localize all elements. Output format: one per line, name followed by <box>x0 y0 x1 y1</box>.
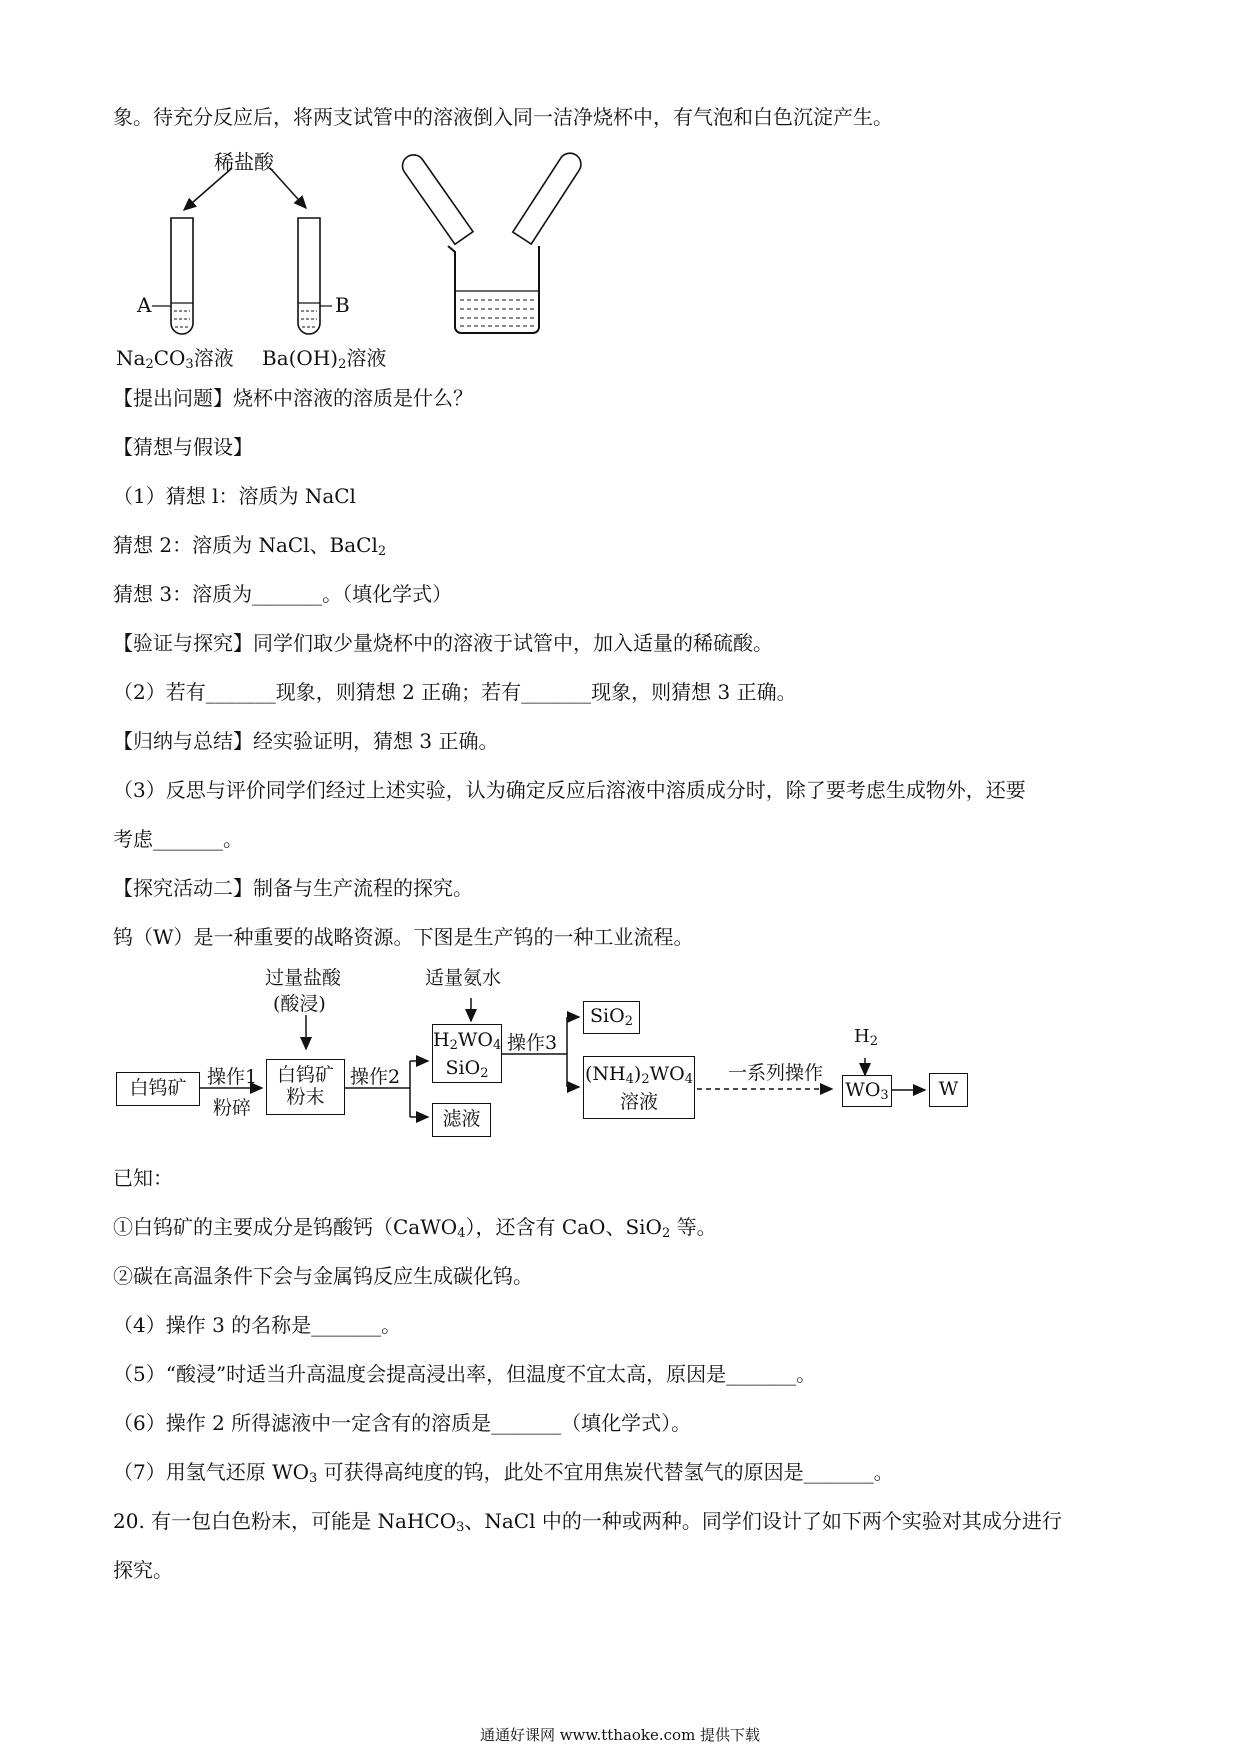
h2wo4-formula: $H_2WO_4$ <box>433 1029 502 1053</box>
question-3-line1: （3）反思与评价同学们经过上述实验，认为确定反应后溶液中溶质成分时，除了要考虑生成物外，还要 <box>113 778 1026 802</box>
acid-leach-label: (酸浸) <box>273 993 326 1015</box>
ammonia-label: 适量氨水 <box>425 967 502 989</box>
solution-a-label: $Na_2CO_3$溶液 <box>116 346 234 372</box>
hypothesis-2: 猜想 2：溶质为 NaCl、BaCl$_2$ <box>113 533 387 559</box>
operation-2-label: 操作2 <box>350 1066 401 1088</box>
wo3-box: $WO_3$ <box>842 1075 892 1107</box>
powder-line-1: 白钨矿 <box>276 1064 334 1086</box>
tungsten-box: W <box>929 1073 968 1107</box>
hypothesis-1: （1）猜想 l：溶质为 NaCl <box>113 484 356 508</box>
question-4: （4）操作 3 的名称是_______。 <box>113 1313 402 1337</box>
activity-2-heading: 【探究活动二】制备与生产流程的探究。 <box>113 876 473 900</box>
hydrogen-label: $H_2$ <box>854 1026 878 1049</box>
hypothesis-3: 猜想 3：溶质为_______。（填化学式） <box>113 582 453 606</box>
crush-label: 粉碎 <box>213 1097 252 1119</box>
ammonium-tungstate-solution: 溶液 <box>619 1091 658 1113</box>
question-3-line2: 考虑_______。 <box>113 827 243 851</box>
operation-3-label: 操作3 <box>507 1032 558 1054</box>
question-7: （7）用氢气还原 $WO_3$ 可获得高纯度的钨，此处不宜用焦炭代替氢气的原因是_______。 <box>113 1460 894 1486</box>
acid-reagent-label: 过量盐酸 <box>265 967 342 989</box>
acid-label: 稀盐酸 <box>214 150 274 174</box>
h2wo4-sio2-box <box>432 1024 502 1083</box>
ammonium-tungstate-box <box>583 1056 695 1119</box>
sio2-formula: SiO$_2$ <box>445 1057 489 1081</box>
filtrate-box: 滤液 <box>432 1103 491 1137</box>
tungsten-intro: 钨（W）是一种重要的战略资源。下图是生产钨的一种工业流程。 <box>113 925 694 949</box>
solution-b-label: $Ba(OH)_2$溶液 <box>262 346 387 372</box>
hypothesis-heading: 【猜想与假设】 <box>113 435 253 459</box>
page-footer: 通通好课网 www.tthaoke.com 提供下载 <box>479 1726 761 1744</box>
operation-1-label: 操作1 <box>207 1066 258 1088</box>
ore-box: 白钨矿 <box>116 1072 200 1106</box>
known-heading: 已知： <box>113 1166 173 1190</box>
question-20-line2: 探究。 <box>113 1558 173 1582</box>
intro-line: 象。待充分反应后，将两支试管中的溶液倒入同一洁净烧杯中，有气泡和白色沉淀产生。 <box>113 105 893 129</box>
known-2: ②碳在高温条件下会与金属钨反应生成碳化钨。 <box>113 1264 533 1288</box>
ammonium-tungstate-formula: $(NH_4)_2WO_4$ <box>585 1063 693 1087</box>
powder-line-2: 粉末 <box>286 1086 325 1108</box>
powder-box <box>266 1059 345 1115</box>
label-a: A <box>137 293 152 317</box>
question-6: （6）操作 2 所得滤液中一定含有的溶质是_______（填化学式）。 <box>113 1411 692 1435</box>
problem-line: 【提出问题】烧杯中溶液的溶质是什么？ <box>113 386 473 410</box>
verify-line: 【验证与探究】同学们取少量烧杯中的溶液于试管中，加入适量的稀硫酸。 <box>113 631 773 655</box>
summary-line: 【归纳与总结】经实验证明，猜想 3 正确。 <box>113 729 499 753</box>
known-1: ①白钨矿的主要成分是钨酸钙（CaWO$_4$），还含有 CaO、SiO$_2$ 等。 <box>113 1215 717 1241</box>
question-20-line1: 20. 有一包白色粉末，可能是 NaHCO$_3$、NaCl 中的一种或两种。同学们设计了如下两个实验对其成分进行 <box>113 1509 1062 1535</box>
series-operations-label: 一系列操作 <box>728 1062 824 1084</box>
question-5: （5）“酸浸”时适当升高温度会提高浸出率，但温度不宜太高，原因是_______。 <box>113 1362 817 1386</box>
label-b: B <box>335 293 350 317</box>
sio2-box: SiO$_2$ <box>583 1001 640 1034</box>
question-2: （2）若有_______现象，则猜想 2 正确；若有_______现象，则猜想 3 正确。 <box>113 680 797 704</box>
